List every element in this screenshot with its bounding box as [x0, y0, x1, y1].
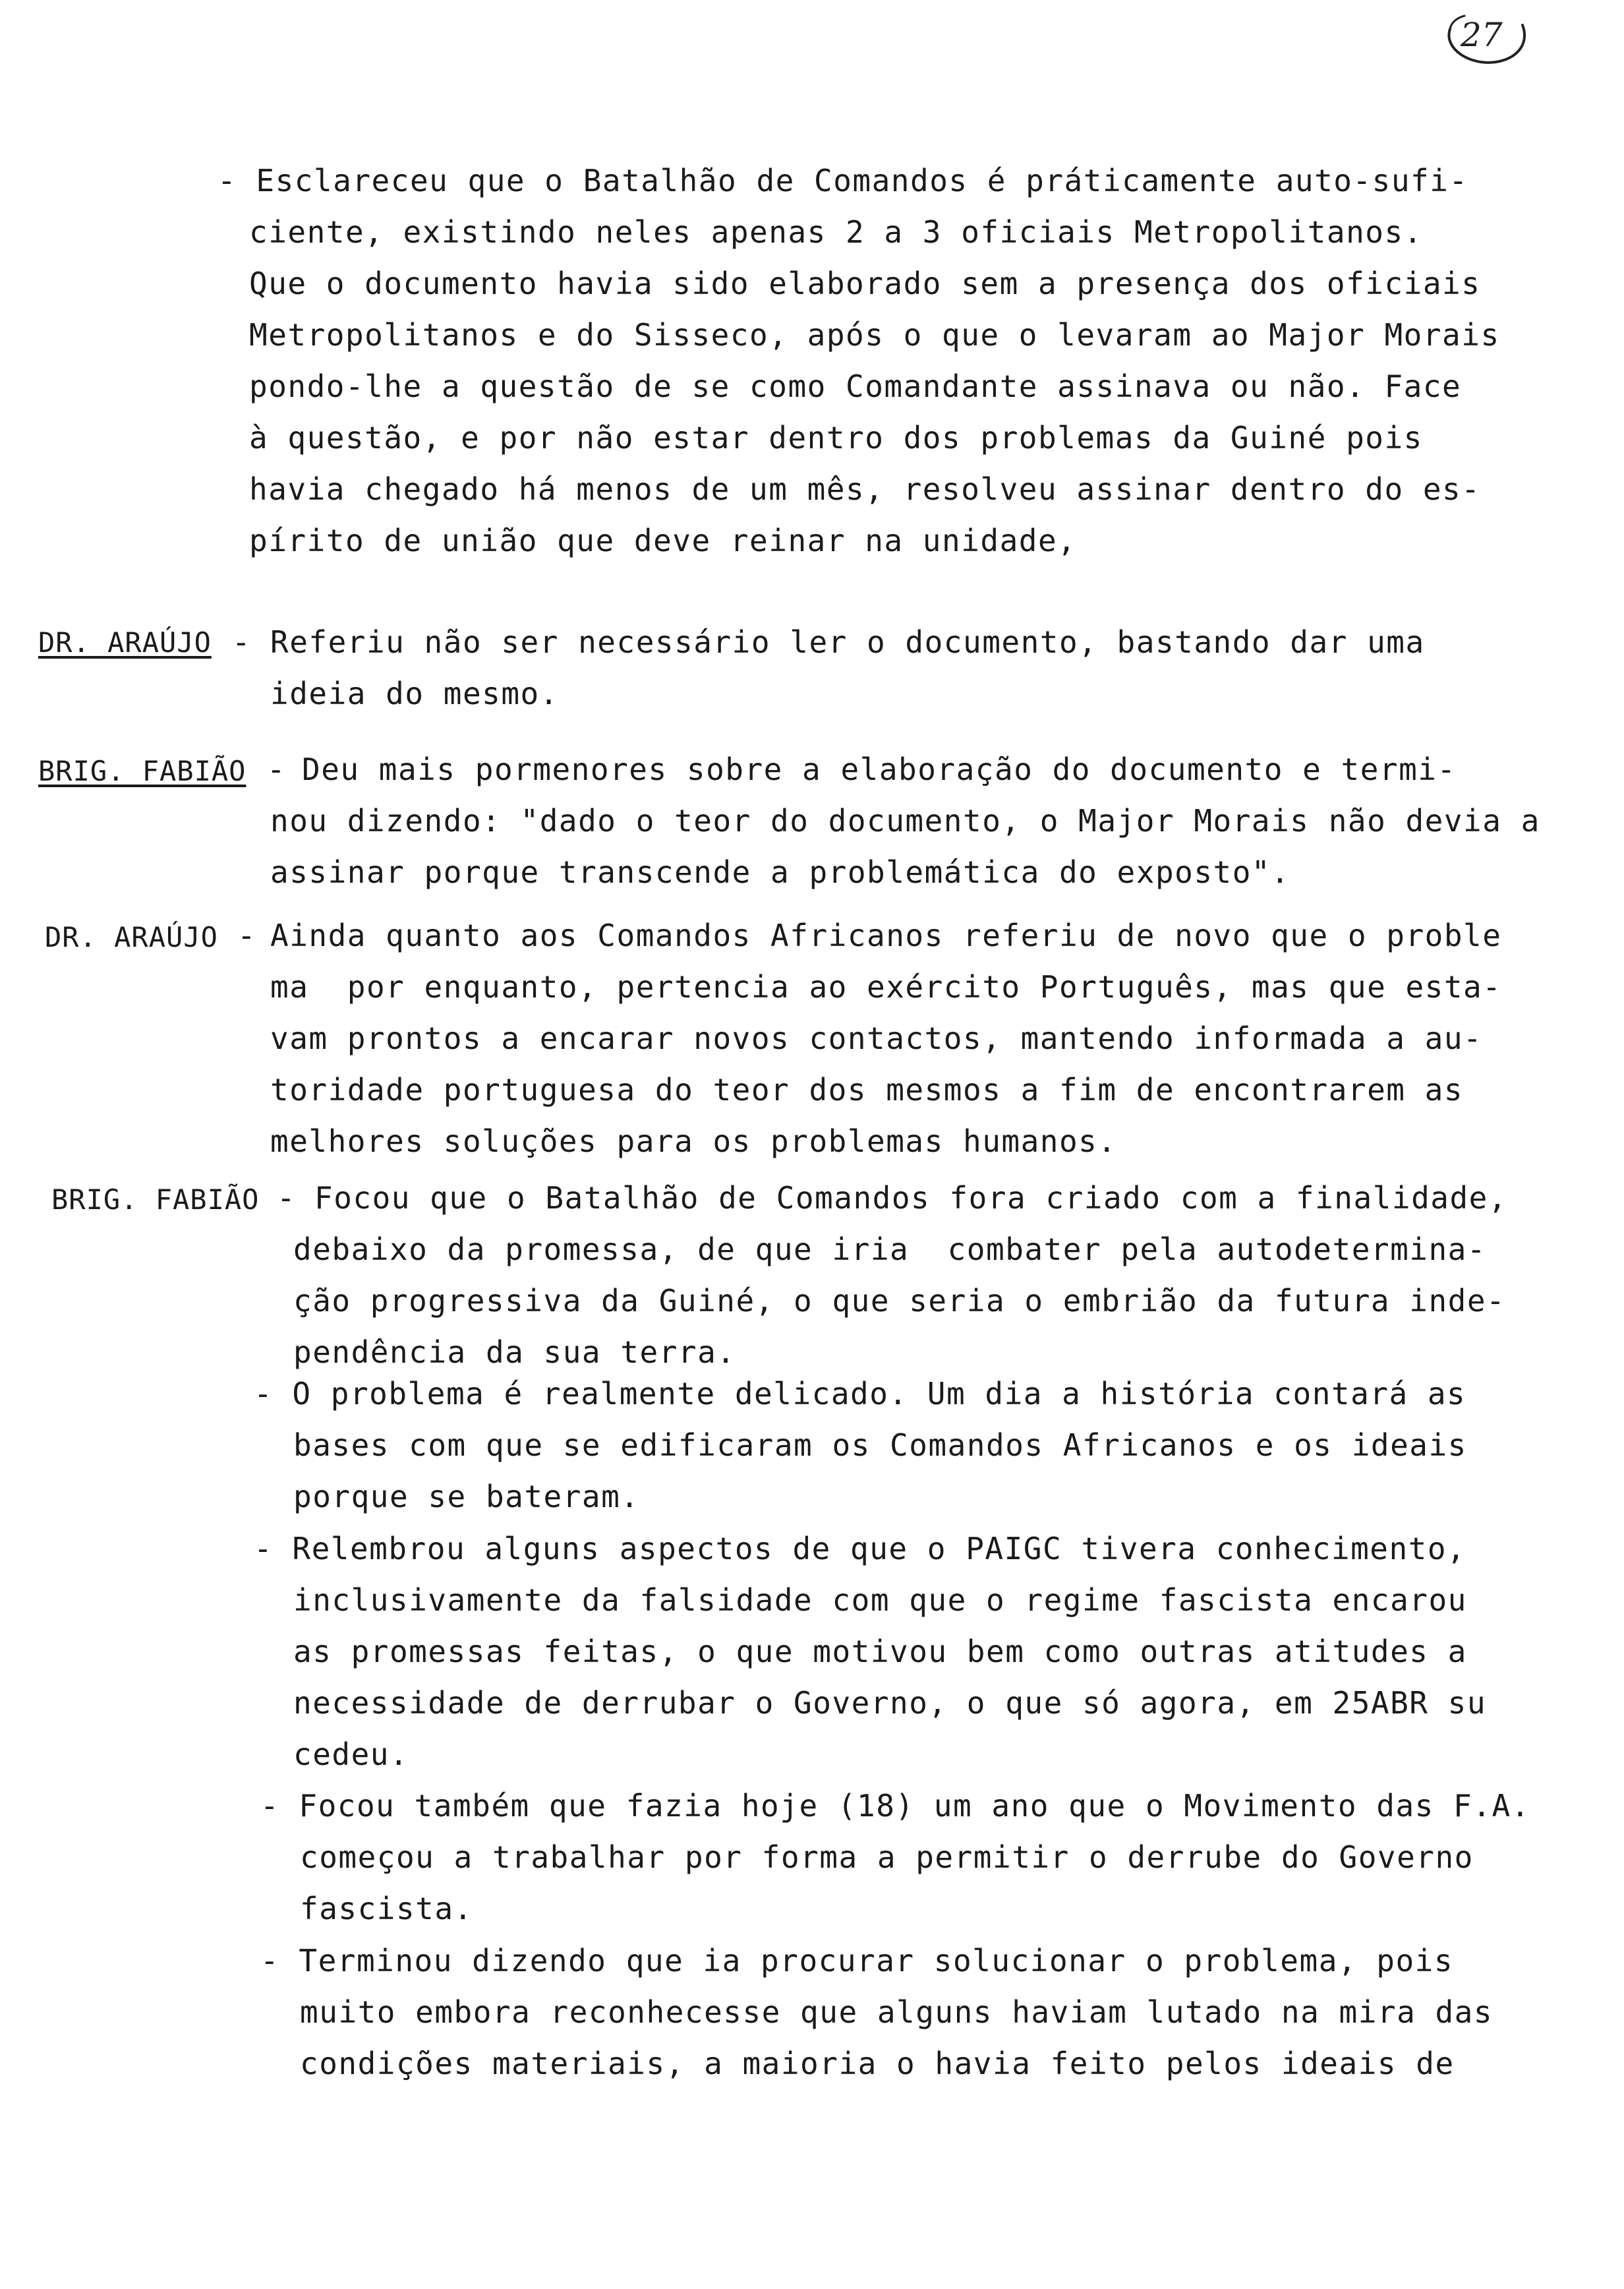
- text-line: muito embora reconhecesse que alguns haviam lutado na mira das: [300, 1994, 1494, 2030]
- text-line: - Relembrou alguns aspectos de que o PAIGC tivera conhecimento,: [254, 1531, 1466, 1566]
- text-line: bases com que se edificaram os Comandos Africanos e os ideais: [293, 1427, 1467, 1463]
- speaker-label: BRIG. FABIÃO: [51, 1183, 260, 1216]
- speaker-dash: -: [232, 624, 250, 660]
- bullet-item: [260, 1935, 1493, 2089]
- speaker-dash: -: [277, 1180, 295, 1216]
- text-line: havia chegado há menos de um mês, resolveu assinar dentro do es-: [249, 471, 1481, 507]
- text-line: cedeu.: [293, 1737, 409, 1772]
- text-line: debaixo da promessa, de que iria combater pela autodetermina-: [293, 1232, 1487, 1267]
- text-line: - Terminou dizendo que ia procurar solucionar o problema, pois: [260, 1943, 1454, 1978]
- text-line: - O problema é realmente delicado. Um dia a história contará as: [254, 1376, 1466, 1412]
- paragraph-continuation: [218, 155, 1500, 566]
- text-line: necessidade de derrubar o Governo, o que só agora, em 25ABR su: [293, 1685, 1487, 1721]
- speaker-label: BRIG. FABIÃO: [38, 755, 246, 787]
- speaker-statement: [270, 616, 1425, 719]
- text-line: Que o documento havia sido elaborado sem a presença dos oficiais: [249, 266, 1481, 301]
- speaker-label: DR. ARAÚJO: [38, 626, 212, 659]
- text-line: inclusivamente da falsidade com que o regime fascista encarou: [293, 1582, 1467, 1618]
- speaker-label: DR. ARAÚJO: [45, 921, 218, 953]
- text-line: pírito de união que deve reinar na unidade,: [249, 523, 1077, 558]
- bullet-item: [254, 1523, 1486, 1780]
- speaker-dash: -: [237, 918, 256, 953]
- text-line: melhores soluções para os problemas humanos.: [270, 1123, 1117, 1159]
- page-number-stamp: [1430, 9, 1529, 69]
- speaker-statement: [293, 1172, 1507, 1378]
- text-line: as promessas feitas, o que motivou bem como outras atitudes a: [293, 1634, 1467, 1669]
- text-line: assinar porque transcende a problemática do exposto".: [270, 854, 1290, 890]
- text-line: Focou que o Batalhão de Comandos fora criado com a finalidade,: [314, 1180, 1508, 1216]
- text-line: Referiu não ser necessário ler o documento, bastando dar uma: [270, 624, 1425, 660]
- text-line: porque se bateram.: [293, 1479, 640, 1514]
- text-line: começou a trabalhar por forma a permitir o derrube do Governo: [300, 1839, 1474, 1875]
- text-line: nou dizendo: "dado o teor do documento, o Major Morais não devia a: [270, 803, 1540, 839]
- text-line: vam prontos a encarar novos contactos, mantendo informada a au-: [270, 1021, 1483, 1056]
- text-line: ma por enquanto, pertencia ao exército Português, mas que esta-: [270, 969, 1502, 1005]
- text-line: Metropolitanos e do Sisseco, após o que o levaram ao Major Morais: [249, 317, 1500, 353]
- text-line: à questão, e por não estar dentro dos problemas da Guiné pois: [249, 420, 1423, 456]
- speaker-dash: -: [267, 752, 285, 787]
- speaker-statement: [270, 910, 1501, 1167]
- text-line: ciente, existindo neles apenas 2 a 3 oficiais Metropolitanos.: [249, 214, 1423, 250]
- text-line: Deu mais pormenores sobre a elaboração do documento e termi-: [302, 752, 1457, 787]
- text-line: toridade portuguesa do teor dos mesmos a fim de encontrarem as: [270, 1072, 1464, 1108]
- text-line: pendência da sua terra.: [293, 1334, 736, 1370]
- text-line: - Focou também que fazia hoje (18) um ano que o Movimento das F.A.: [260, 1788, 1530, 1824]
- text-line: ideia do mesmo.: [270, 676, 559, 711]
- page-number: 27: [1461, 16, 1503, 54]
- text-line: ção progressiva da Guiné, o que seria o embrião da futura inde-: [293, 1283, 1506, 1319]
- speaker-statement: [270, 744, 1540, 898]
- bullet-item: [254, 1368, 1467, 1522]
- text-line: pondo-lhe a questão de se como Comandante assinava ou não. Face: [249, 369, 1462, 404]
- text-line: - Esclareceu que o Batalhão de Comandos é práticamente auto-sufi-: [218, 163, 1468, 198]
- text-line: condições materiais, a maioria o havia feito pelos ideais de: [300, 2046, 1455, 2081]
- text-line: fascista.: [300, 1891, 473, 1926]
- text-line: Ainda quanto aos Comandos Africanos referiu de novo que o proble: [270, 918, 1502, 953]
- bullet-item: [260, 1780, 1530, 1934]
